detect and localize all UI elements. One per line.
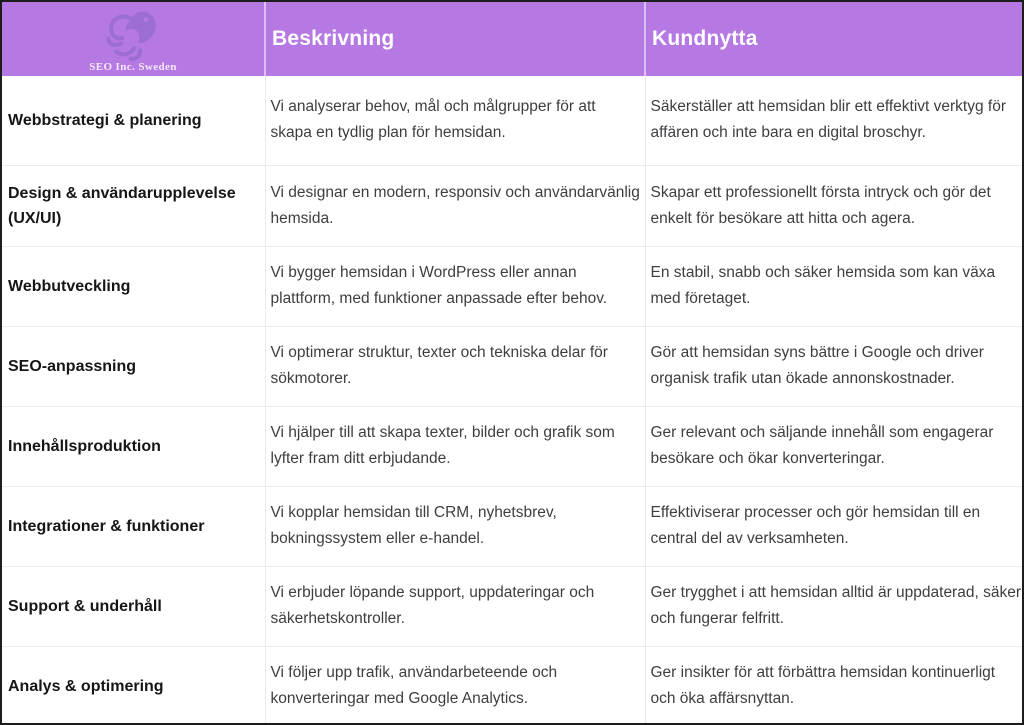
service-cell: Design & användarupplevelse (UX/UI) (2, 165, 265, 246)
service-cell: Innehållsproduktion (2, 406, 265, 486)
description-cell: Vi kopplar hemsidan till CRM, nyhetsbrev, bokningssystem eller e-handel. (265, 486, 645, 566)
benefit-cell: Gör att hemsidan syns bättre i Google och driver organisk trafik utan ökade annonskostnader. (645, 326, 1024, 406)
service-cell: Analys & optimering (2, 646, 265, 725)
benefit-cell: En stabil, snabb och säker hemsida som kan växa med företaget. (645, 246, 1024, 326)
table-row (2, 246, 1024, 326)
table-row (2, 566, 1024, 646)
table-row (2, 646, 1024, 725)
benefit-cell: Ger trygghet i att hemsidan alltid är uppdaterad, säker och fungerar felfritt. (645, 566, 1024, 646)
column-header-beskrivning: Beskrivning (265, 2, 645, 76)
table-row (2, 486, 1024, 566)
company-name: SEO Inc. Sweden (89, 60, 177, 73)
table-row (2, 165, 1024, 246)
table-row (2, 406, 1024, 486)
column-header-kundnytta: Kundnytta (645, 2, 1024, 76)
service-cell: Integrationer & funktioner (2, 486, 265, 566)
service-cell: Webbstrategi & planering (8, 111, 202, 129)
benefit-cell: Säkerställer att hemsidan blir ett effektivt verktyg för affären och inte bara en digital broschyr. (645, 76, 1024, 165)
benefit-cell: Ger insikter för att förbättra hemsidan kontinuerligt och öka affärsnyttan. (645, 646, 1024, 725)
description-cell: Vi analyserar behov, mål och målgrupper för att skapa en tydlig plan för hemsidan. (265, 76, 645, 165)
service-cell: SEO-anpassning (2, 326, 265, 406)
table-row (2, 76, 1024, 165)
benefit-cell: Ger relevant och säljande innehåll som engagerar besökare och ökar konverteringar. (645, 406, 1024, 486)
benefit-cell: Skapar ett professionellt första intryck och gör det enkelt för besökare att hitta och agera. (645, 165, 1024, 246)
services-table (2, 2, 1024, 725)
header-row (2, 2, 1024, 76)
description-cell: Vi följer upp trafik, användarbeteende och konverteringar med Google Analytics. (265, 646, 645, 725)
company-logo (8, 1, 258, 78)
description-cell: Vi optimerar struktur, texter och tekniska delar för sökmotorer. (265, 326, 645, 406)
benefit-cell: Effektiviserar processer och gör hemsidan till en central del av verksamheten. (645, 486, 1024, 566)
service-cell: Support & underhåll (2, 566, 265, 646)
description-cell: Vi erbjuder löpande support, uppdateringar och säkerhetskontroller. (265, 566, 645, 646)
service-cell: Webbutveckling (2, 246, 265, 326)
description-cell: Vi designar en modern, responsiv och användarvänlig hemsida. (265, 165, 645, 246)
description-cell: Vi bygger hemsidan i WordPress eller annan plattform, med funktioner anpassade efter behov. (265, 246, 645, 326)
logo-cell (2, 2, 265, 76)
lion-logo-icon (102, 9, 164, 61)
description-cell: Vi hjälper till att skapa texter, bilder och grafik som lyfter fram ditt erbjudande. (265, 406, 645, 486)
table-row (2, 326, 1024, 406)
